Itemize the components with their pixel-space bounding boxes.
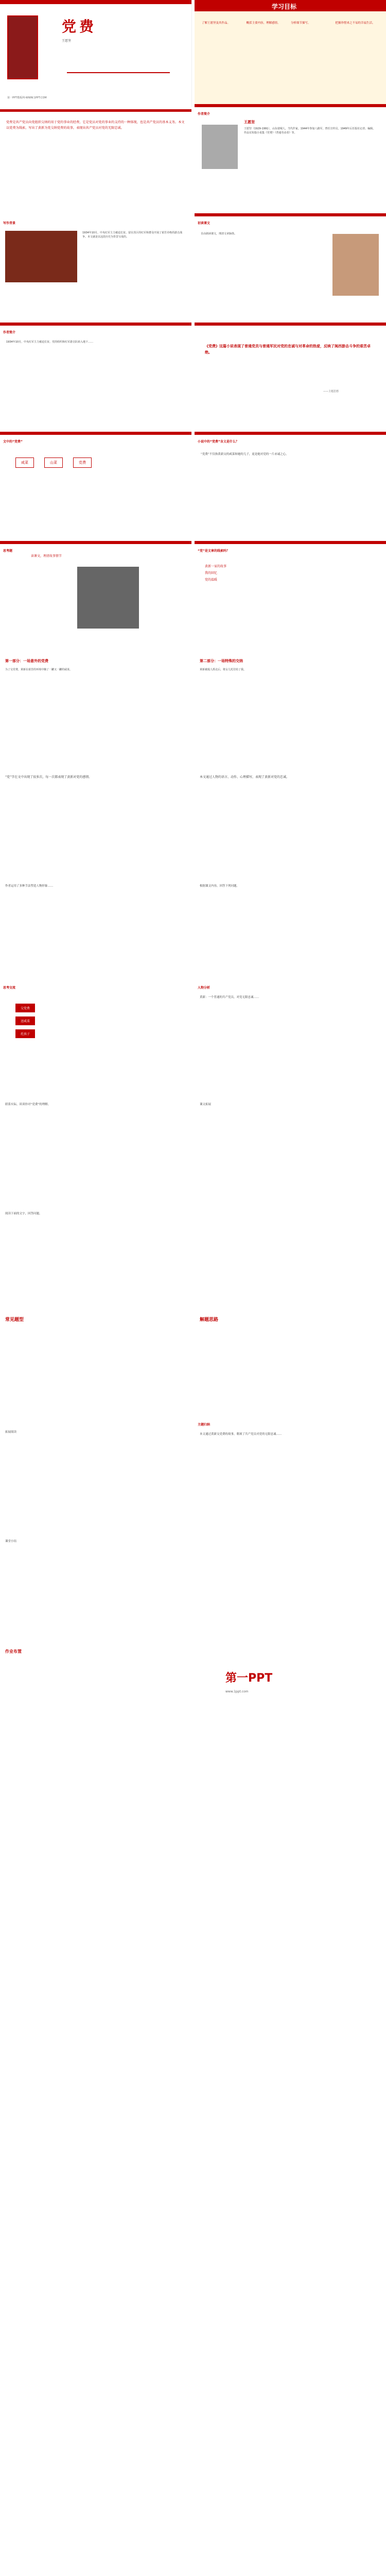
item-1: 咸菜 [15,457,34,468]
slide-char-left[interactable] [0,765,191,872]
intro-paragraph: 党费是共产党员向党组织交纳的用于党的事业的经费，它是党员对党的事业的支持的一种体现，也是共产党员的基本义务。本文以党费为线索，写出了黄新为党交纳党费的故事，表现出共产党员对党的无限忠诚。 [6,121,185,130]
summary-theme-text: 本文通过黄新交党费的故事，歌颂了共产党员对党的无限忠诚…… [200,1433,282,1436]
slide-row-2 [0,109,386,217]
slide-blank-1 [195,1201,386,1309]
slide-question-types[interactable] [0,1311,191,1418]
thread-line-1: 黄新一家的故事 [205,565,227,568]
char-right-text: 本文通过人物的语言、动作、心理描写，表现了黄新对党的忠诚。 [200,775,290,779]
item-3: 党费 [73,457,92,468]
slide-author[interactable] [195,109,386,216]
plot-top: 思考题 [3,549,13,553]
theme-quote: 《党费》这篇小说表现了普通党员与普通军民对党的忠诚与对革命的热爱，反映了闽西游击斗争的艰苦卓绝。 [205,344,371,354]
slide-solution[interactable] [195,1311,386,1418]
slide-row-7 [0,655,386,764]
brand-site: www.1ppt.com [225,1690,249,1693]
question-types-title: 常见题型 [5,1317,24,1323]
meaning-text: “党费”不仅指黄新交的咸菜和她的儿子，更是她对党的一片赤诚之心。 [201,453,289,456]
discussion-item-1: 交党费 [15,1004,35,1012]
homework-title: 作业布置 [5,1649,22,1654]
firstread-image [332,234,379,296]
slide-row-6 [0,546,386,654]
thread-header: “党”是文章的线索吗？ [198,549,230,553]
slide-blank-2 [195,1529,386,1636]
slide-part1[interactable] [0,655,191,762]
slide-partyfee[interactable] [0,437,191,544]
slide-row-14 [0,1420,386,1528]
goals-list [202,21,377,25]
theme-sub: ——主题思想 [323,390,339,393]
slide-thread[interactable] [195,546,386,653]
slide-row-1 [0,0,386,108]
firstread-text: 自由朗读课文，理清文章脉络。 [201,232,237,235]
slide-row-3 [0,218,386,327]
character-text: 黄新：一个普通的共产党员，对党无限忠诚…… [200,996,259,999]
class-summary-text: 课堂小结 [5,1540,17,1543]
discussion-item-2: 送咸菜 [15,1016,35,1025]
author2-bottom-bar [0,432,191,435]
slide-background[interactable] [0,218,191,326]
author-header: 作者简介 [198,112,210,116]
author-name: 王愿坚 [244,120,255,124]
slide-row-15 [0,1529,386,1637]
slide-row-12 [0,1201,386,1310]
title-area [62,15,149,46]
slide-author2[interactable] [0,328,191,435]
reflection-text: 联系实际，谈谈你对“党费”的理解。 [5,1103,51,1106]
slide-part2[interactable] [195,655,386,762]
slide-intro[interactable] [0,109,191,216]
slide-row-4 [0,328,386,436]
slide-row-11 [0,1092,386,1200]
goal-2: 概括主要内容，理解感情。 [246,22,280,25]
background-bottom-bar [0,323,191,326]
slide-row-8 [0,765,386,873]
slide-title-text: 党费 [62,18,97,35]
background-text: 1934年10月，中央红军主力被迫长征。留在苏区的红军和群众开展了艰苦卓绝的游击战争。本文就是以这段历史为背景写成的。 [82,231,183,239]
slide-discussion[interactable] [0,983,191,1090]
slide-homework[interactable] [0,1638,191,1745]
slide-class-summary[interactable] [0,1529,191,1636]
slide-row-9 [0,874,386,982]
slide-meaning[interactable] [195,437,386,544]
thread-line-3: 党的温暖 [205,578,218,582]
goal-3: 分析细节描写。 [291,22,311,25]
author-bottom-bar [195,213,386,216]
slide-extension[interactable] [195,1092,386,1199]
discussion-item-3: 托孩子 [15,1029,35,1038]
slide-summary-theme[interactable] [195,1420,386,1527]
character-header: 人物分析 [198,986,210,990]
slide-plot[interactable] [0,546,191,653]
solution-title: 解题思路 [200,1317,219,1323]
firstread-bottom-bar [195,323,386,326]
slide-row-10 [0,983,386,1091]
background-image [5,231,77,282]
goals-title: 学习目标 [272,3,297,10]
slide-techniques[interactable] [0,874,191,981]
goal-1: 了解王愿坚及其作品。 [202,22,231,25]
firstread-header: 初读课文 [198,222,210,225]
meaning-header: 小说中的“党费”含义是什么？ [198,440,239,444]
discussion-header: 思考交流 [3,986,16,990]
slide-reflection[interactable] [0,1092,191,1199]
reading-text: 阅读下面的文字，回答问题。 [5,1212,42,1215]
meaning-bottom-bar [195,541,386,544]
slide-goals[interactable] [195,0,386,107]
slide-brand[interactable] [195,1638,386,1745]
plot-image [77,567,139,629]
author2-header: 作者简介 [3,331,16,334]
discussion-items [15,1004,35,1038]
thread-lines [205,562,375,584]
slide-questions[interactable] [195,874,386,981]
slide-theme[interactable] [195,328,386,435]
plot-text: 读课文，理清故事情节 [31,554,62,558]
slide-ext-reading[interactable] [0,1420,191,1527]
author-photo [202,125,238,169]
site-text: 第一PPT模板网-WWW.1PPT.COM [7,96,47,99]
item-2: 山菜 [44,457,63,468]
slide-title[interactable] [0,0,192,107]
summary-theme-header: 主题归纳 [198,1423,210,1427]
slide-row-13 [0,1311,386,1419]
extension-text: 课文拓展 [200,1103,212,1106]
thread-line-2: 我的回忆 [205,571,218,575]
intro-top-bar [0,109,191,112]
slide-row-5 [0,437,386,545]
slide-reading[interactable] [0,1201,191,1309]
goals-bottom-bar [195,104,386,107]
partyfee-items [15,457,92,468]
partyfee-bottom-bar [0,541,191,544]
theme-bottom-bar [195,432,386,435]
part1-text: 为了交党费，黄新在艰苦的环境中腌了一罐又一罐的咸菜。 [5,668,73,671]
top-bar [0,0,191,4]
goal-4: 把握珍惜来之不易的幸福生活。 [335,22,375,25]
part1-title: 第一部分：一场意外的党费 [5,659,48,663]
techniques-text: 作者运用了多种手法塑造人物形象…… [5,885,54,888]
part2-title: 第二部分：一场特殊的交纳 [200,659,243,663]
part2-text: 黄新被敌人抓走后，将女儿托付给了我。 [200,668,247,671]
char-left-text: “党”字在文中出现了很多次，每一次都表现了黄新对党的感情。 [5,775,92,779]
author-text: 王愿坚 [62,39,72,43]
slide-char-right[interactable] [195,765,386,872]
slide-character[interactable] [195,983,386,1090]
author-text: 王愿坚（1929-1991），山东诸城人。当代作家。1944年参加八路军，曾任宣传员，1949年后任报社记者、编辑。作品有短篇小说集《党费》《普通劳动者》等。 [244,127,376,134]
divider [67,72,170,73]
brand-title: 第一PPT [225,1672,273,1685]
author2-text: 1934年10月，中央红军主力被迫长征，党的组织和红军游击队转入地下…… [6,341,94,344]
ext-reading-text: 拓展阅读 [5,1431,17,1434]
partyfee-header: 文中的“党费” [3,440,23,444]
slide-row-16 [0,1638,386,1747]
book-cover-image [7,15,38,79]
background-header: 写作背景 [3,222,16,225]
slide-firstread[interactable] [195,218,386,326]
questions-text: 根据课文内容，回答下列问题。 [200,885,240,888]
